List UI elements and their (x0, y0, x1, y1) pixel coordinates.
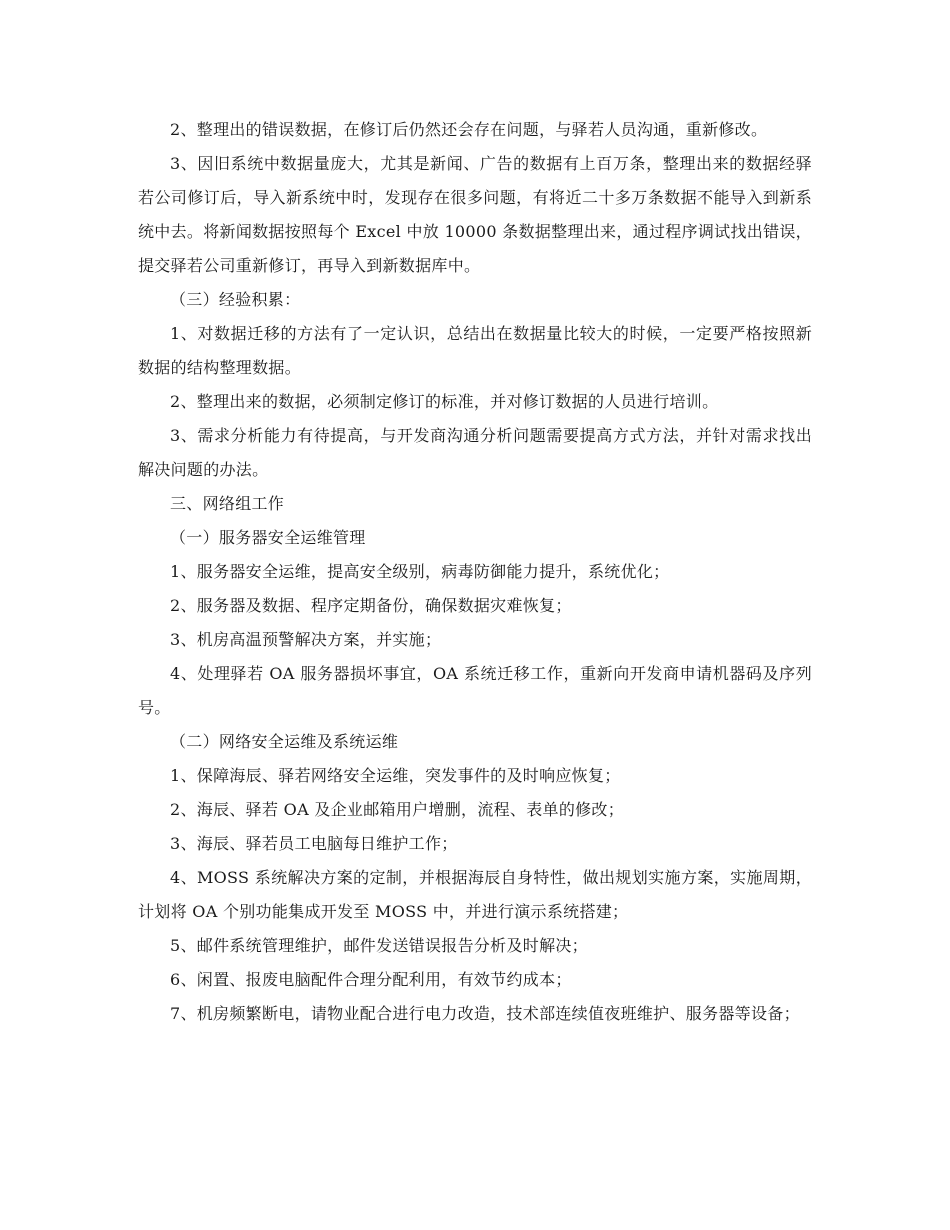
paragraph: 3、海辰、驿若员工电脑每日维护工作； (170, 834, 458, 853)
paragraph: 4、MOSS 系统解决方案的定制，并根据海辰自身特性，做出规划实施方案，实施周期，计划将 OA 个别功能集成开发至 MOSS 中，并进行演示系统搭建； (138, 868, 812, 921)
paragraph: 3、需求分析能力有待提高，与开发商沟通分析问题需要提高方式方法，并针对需求找出解决问题的办法。 (138, 426, 812, 479)
paragraph: 7、机房频繁断电，请物业配合进行电力改造，技术部连续值夜班维护、服务器等设备； (170, 1004, 800, 1023)
paragraph: 3、因旧系统中数据量庞大，尤其是新闻、广告的数据有上百万条，整理出来的数据经驿若公司修订后，导入新系统中时，发现存在很多问题，有将近二十多万条数据不能导入到新系统中去。将新闻数据按照每个 Excel 中放 10000 条数据整理出来，通过程序调试找出错误，提交驿若公司重新修订，再导入到新数据库中。 (138, 154, 812, 275)
paragraph: 2、整理出来的数据，必须制定修订的标准，并对修订数据的人员进行培训。 (170, 392, 719, 411)
paragraph: 1、保障海辰、驿若网络安全运维，突发事件的及时响应恢复； (170, 766, 621, 785)
paragraph: 3、机房高温预警解决方案，并实施； (170, 630, 442, 649)
paragraph: 1、服务器安全运维，提高安全级别，病毒防御能力提升，系统优化； (170, 562, 670, 581)
section-heading: 三、网络组工作 (170, 494, 285, 513)
document-body (138, 113, 812, 1031)
paragraph: 1、对数据迁移的方法有了一定认识，总结出在数据量比较大的时候，一定要严格按照新数据的结构整理数据。 (138, 324, 812, 377)
paragraph: 4、处理驿若 OA 服务器损坏事宜，OA 系统迁移工作，重新向开发商申请机器码及序列号。 (138, 664, 812, 717)
section-subheading: （一）服务器安全运维管理 (170, 528, 366, 547)
paragraph: 2、整理出的错误数据，在修订后仍然还会存在问题，与驿若人员沟通，重新修改。 (170, 120, 768, 139)
paragraph: 5、邮件系统管理维护，邮件发送错误报告分析及时解决； (170, 936, 588, 955)
section-subheading: （二）网络安全运维及系统运维 (170, 732, 399, 751)
paragraph: 2、海辰、驿若 OA 及企业邮箱用户增删，流程、表单的修改； (170, 800, 625, 819)
paragraph: 6、闲置、报废电脑配件合理分配利用，有效节约成本； (170, 970, 572, 989)
section-subheading: （三）经验积累： (170, 290, 301, 309)
paragraph: 2、服务器及数据、程序定期备份，确保数据灾难恢复； (170, 596, 572, 615)
